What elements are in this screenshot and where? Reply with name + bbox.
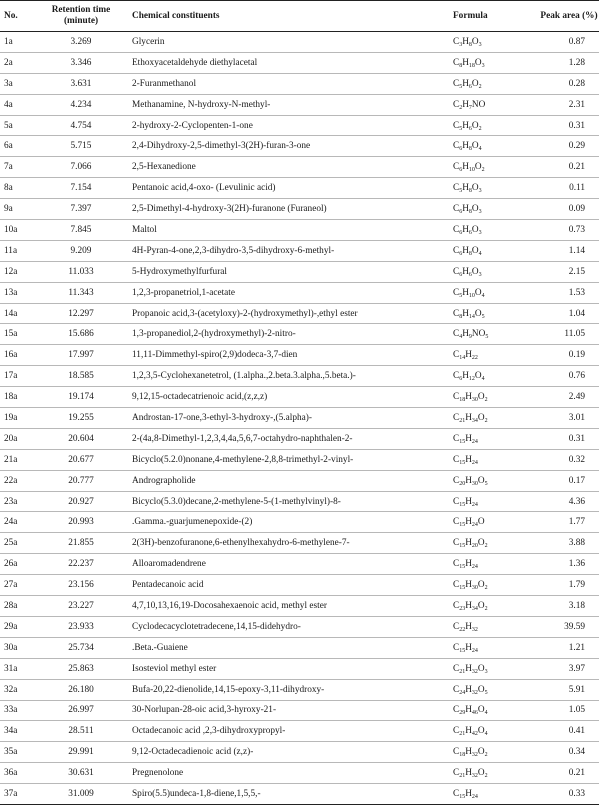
retention-time-cell: 20.604 [36, 428, 126, 449]
row-number: 10a [0, 220, 36, 241]
constituent-name-cell: Pregnenolone [126, 763, 449, 784]
retention-time-cell: 30.631 [36, 763, 126, 784]
table-row [0, 366, 599, 387]
header-no: No. [0, 1, 36, 32]
row-number: 1a [0, 32, 36, 53]
retention-time-cell: 18.585 [36, 366, 126, 387]
row-number: 21a [0, 449, 36, 470]
formula-cell: $C_{14}H_{22}$ [449, 345, 539, 366]
peak-area-cell: 1.28 [539, 52, 599, 73]
constituent-name-cell: 2-hydroxy-2-Cyclopenten-1-one [126, 115, 449, 136]
row-number: 13a [0, 282, 36, 303]
table-row [0, 115, 599, 136]
constituent-name-cell: 2,5-Hexanedione [126, 157, 449, 178]
formula-cell: $C_5H_6O_2$ [449, 115, 539, 136]
peak-area-cell: 0.21 [539, 763, 599, 784]
row-number: 7a [0, 157, 36, 178]
formula-cell: $C_{18}H_{32}O_2$ [449, 742, 539, 763]
formula-cell: $C_{15}H_{24}$ [449, 554, 539, 575]
formula-cell: $C_{15}H_{30}O_2$ [449, 575, 539, 596]
formula-cell: $C_8H_{18}O_3$ [449, 52, 539, 73]
peak-area-cell: 1.77 [539, 512, 599, 533]
table-row [0, 94, 599, 115]
table-row [0, 199, 599, 220]
constituent-name-cell: Pentanoic acid,4-oxo- (Levulinic acid) [126, 178, 449, 199]
retention-time-cell: 20.927 [36, 491, 126, 512]
constituent-name-cell: 2-(4a,8-Dimethyl-1,2,3,4,4a,5,6,7-octahydro-naphthalen-2- [126, 428, 449, 449]
table-row [0, 261, 599, 282]
formula-cell: $C_{15}H_{24}$ [449, 784, 539, 805]
constituent-name-cell: 9,12,15-octadecatrienoic acid,(z,z,z) [126, 387, 449, 408]
table-row [0, 408, 599, 429]
retention-time-cell: 3.269 [36, 32, 126, 53]
constituent-name-cell: 2(3H)-benzofuranone,6-ethenylhexahydro-6-methylene-7- [126, 533, 449, 554]
table-row [0, 596, 599, 617]
peak-area-cell: 4.36 [539, 491, 599, 512]
peak-area-cell: 0.32 [539, 449, 599, 470]
peak-area-cell: 0.33 [539, 784, 599, 805]
table-row [0, 491, 599, 512]
formula-cell: $C_{21}H_{32}O_2$ [449, 763, 539, 784]
table-row [0, 575, 599, 596]
formula-cell: $C_5H_6O_2$ [449, 73, 539, 94]
peak-area-cell: 0.17 [539, 470, 599, 491]
retention-time-cell: 11.343 [36, 282, 126, 303]
formula-cell: $C_{15}H_{24}$ [449, 428, 539, 449]
table-row [0, 784, 599, 805]
row-number: 4a [0, 94, 36, 115]
retention-time-cell: 20.677 [36, 449, 126, 470]
row-number: 12a [0, 261, 36, 282]
retention-time-cell: 15.686 [36, 324, 126, 345]
constituent-name-cell: 9,12-Octadecadienoic acid (z,z)- [126, 742, 449, 763]
table-row [0, 52, 599, 73]
table-row [0, 282, 599, 303]
peak-area-cell: 0.11 [539, 178, 599, 199]
formula-cell: $C_{15}H_{24}O$ [449, 512, 539, 533]
constituent-name-cell: Bufa-20,22-dienolide,14,15-epoxy-3,11-dihydroxy- [126, 679, 449, 700]
retention-time-cell: 4.234 [36, 94, 126, 115]
formula-cell: $C_{21}H_{42}O_4$ [449, 721, 539, 742]
table-row [0, 554, 599, 575]
formula-cell: $C_{15}H_{24}$ [449, 449, 539, 470]
table-row [0, 178, 599, 199]
header-formula: Formula [449, 1, 539, 32]
formula-cell: $C_4H_9NO_5$ [449, 324, 539, 345]
header-constituents: Chemical constituents [126, 1, 449, 32]
row-number: 25a [0, 533, 36, 554]
formula-cell: $C_{23}H_{34}O_2$ [449, 596, 539, 617]
retention-time-cell: 4.754 [36, 115, 126, 136]
constituent-name-cell: 1,2,3-propanetriol,1-acetate [126, 282, 449, 303]
header-retention-time: Retention time (minute) [36, 1, 126, 32]
peak-area-cell: 0.28 [539, 73, 599, 94]
constituent-name-cell: Andrographolide [126, 470, 449, 491]
constituent-name-cell: 5-Hydroxymethylfurfural [126, 261, 449, 282]
peak-area-cell: 0.31 [539, 115, 599, 136]
peak-area-cell: 5.91 [539, 679, 599, 700]
retention-time-cell: 21.855 [36, 533, 126, 554]
constituent-name-cell: Spiro(5.5)undeca-1,8-diene,1,5,5,- [126, 784, 449, 805]
table-row [0, 345, 599, 366]
peak-area-cell: 0.34 [539, 742, 599, 763]
peak-area-cell: 2.15 [539, 261, 599, 282]
row-number: 27a [0, 575, 36, 596]
table-row [0, 32, 599, 53]
retention-time-cell: 31.009 [36, 784, 126, 805]
row-number: 16a [0, 345, 36, 366]
peak-area-cell: 3.88 [539, 533, 599, 554]
row-number: 14a [0, 303, 36, 324]
table-row [0, 324, 599, 345]
constituent-name-cell: Propanoic acid,3-(acetyloxy)-2-(hydroxymethyl)-,ethyl ester [126, 303, 449, 324]
formula-cell: $C_8H_{14}O_5$ [449, 303, 539, 324]
table-row [0, 533, 599, 554]
constituent-name-cell: Androstan-17-one,3-ethyl-3-hydroxy-,(5.alpha)- [126, 408, 449, 429]
retention-time-cell: 23.156 [36, 575, 126, 596]
row-number: 30a [0, 637, 36, 658]
row-number: 37a [0, 784, 36, 805]
row-number: 32a [0, 679, 36, 700]
peak-area-cell: 1.79 [539, 575, 599, 596]
retention-time-cell: 20.777 [36, 470, 126, 491]
formula-cell: $C_{29}H_{46}O_4$ [449, 700, 539, 721]
constituent-name-cell: 4H-Pyran-4-one,2,3-dihydro-3,5-dihydroxy-6-methyl- [126, 240, 449, 261]
table-row [0, 73, 599, 94]
retention-time-cell: 17.997 [36, 345, 126, 366]
constituent-name-cell: .Gamma.-guarjumenepoxide-(2) [126, 512, 449, 533]
retention-time-cell: 23.227 [36, 596, 126, 617]
constituent-name-cell: Bicyclo(5.3.0)decane,2-methylene-5-(1-methylvinyl)-8- [126, 491, 449, 512]
retention-time-cell: 7.154 [36, 178, 126, 199]
formula-cell: $C_3H_8O_3$ [449, 32, 539, 53]
constituent-name-cell: 30-Norlupan-28-oic acid,3-hyroxy-21- [126, 700, 449, 721]
formula-cell: $C_2H_7NO$ [449, 94, 539, 115]
row-number: 20a [0, 428, 36, 449]
peak-area-cell: 1.53 [539, 282, 599, 303]
constituent-name-cell: Glycerin [126, 32, 449, 53]
formula-cell: $C_6H_8O_4$ [449, 240, 539, 261]
peak-area-cell: 0.73 [539, 220, 599, 241]
formula-cell: $C_5H_{10}O_4$ [449, 282, 539, 303]
constituent-name-cell: 1,3-propanediol,2-(hydroxymethyl)-2-nitro- [126, 324, 449, 345]
retention-time-cell: 7.845 [36, 220, 126, 241]
retention-time-cell: 26.997 [36, 700, 126, 721]
row-number: 6a [0, 136, 36, 157]
table-row [0, 512, 599, 533]
retention-time-cell: 26.180 [36, 679, 126, 700]
row-number: 26a [0, 554, 36, 575]
retention-time-cell: 11.033 [36, 261, 126, 282]
retention-time-cell: 12.297 [36, 303, 126, 324]
formula-cell: $C_6H_6O_3$ [449, 261, 539, 282]
peak-area-cell: 1.36 [539, 554, 599, 575]
constituent-name-cell: Cyclodecacyclotetradecene,14,15-didehydro- [126, 616, 449, 637]
row-number: 2a [0, 52, 36, 73]
formula-cell: $C_{21}H_{32}O_3$ [449, 658, 539, 679]
formula-cell: $C_{22}H_{32}$ [449, 616, 539, 637]
retention-time-cell: 25.734 [36, 637, 126, 658]
peak-area-cell: 0.19 [539, 345, 599, 366]
row-number: 5a [0, 115, 36, 136]
peak-area-cell: 3.01 [539, 408, 599, 429]
constituent-name-cell: 4,7,10,13,16,19-Docosahexaenoic acid, methyl ester [126, 596, 449, 617]
constituent-name-cell: Octadecanoic acid ,2,3-dihydroxypropyl- [126, 721, 449, 742]
table-row [0, 303, 599, 324]
peak-area-cell: 3.97 [539, 658, 599, 679]
formula-cell: $C_{21}H_{34}O_2$ [449, 408, 539, 429]
row-number: 29a [0, 616, 36, 637]
formula-cell: $C_{15}H_{24}$ [449, 491, 539, 512]
constituent-name-cell: Pentadecanoic acid [126, 575, 449, 596]
row-number: 3a [0, 73, 36, 94]
row-number: 28a [0, 596, 36, 617]
peak-area-cell: 0.87 [539, 32, 599, 53]
row-number: 34a [0, 721, 36, 742]
peak-area-cell: 2.31 [539, 94, 599, 115]
row-number: 9a [0, 199, 36, 220]
peak-area-cell: 1.05 [539, 700, 599, 721]
row-number: 19a [0, 408, 36, 429]
peak-area-cell: 0.21 [539, 157, 599, 178]
row-number: 18a [0, 387, 36, 408]
retention-time-cell: 28.511 [36, 721, 126, 742]
formula-cell: $C_{20}H_{30}O_5$ [449, 470, 539, 491]
table-row [0, 240, 599, 261]
retention-time-cell: 23.933 [36, 616, 126, 637]
constituent-name-cell: Bicyclo(5.2.0)nonane,4-methylene-2,8,8-trimethyl-2-vinyl- [126, 449, 449, 470]
constituent-name-cell: 2,4-Dihydroxy-2,5-dimethyl-3(2H)-furan-3-one [126, 136, 449, 157]
row-number: 33a [0, 700, 36, 721]
table-row [0, 637, 599, 658]
retention-time-cell: 3.631 [36, 73, 126, 94]
row-number: 8a [0, 178, 36, 199]
peak-area-cell: 0.41 [539, 721, 599, 742]
peak-area-cell: 1.14 [539, 240, 599, 261]
peak-area-cell: 11.05 [539, 324, 599, 345]
table-row [0, 428, 599, 449]
peak-area-cell: 0.31 [539, 428, 599, 449]
constituent-name-cell: 2-Furanmethanol [126, 73, 449, 94]
table-row [0, 449, 599, 470]
row-number: 22a [0, 470, 36, 491]
table-row [0, 742, 599, 763]
constituent-name-cell: .Beta.-Guaiene [126, 637, 449, 658]
retention-time-cell: 7.066 [36, 157, 126, 178]
retention-time-cell: 25.863 [36, 658, 126, 679]
table-row [0, 763, 599, 784]
constituent-name-cell: 1,2,3,5-Cyclohexanetetrol, (1.alpha.,2.beta.3.alpha.,5.beta.)- [126, 366, 449, 387]
table-row [0, 679, 599, 700]
table-row [0, 658, 599, 679]
retention-time-cell: 29.991 [36, 742, 126, 763]
peak-area-cell: 1.04 [539, 303, 599, 324]
retention-time-cell: 5.715 [36, 136, 126, 157]
formula-cell: $C_6H_{12}O_4$ [449, 366, 539, 387]
table-row [0, 157, 599, 178]
constituent-name-cell: Alloaromadendrene [126, 554, 449, 575]
formula-cell: $C_{24}H_{32}O_5$ [449, 679, 539, 700]
retention-time-cell: 20.993 [36, 512, 126, 533]
constituent-name-cell: Ethoxyacetaldehyde diethylacetal [126, 52, 449, 73]
constituent-name-cell: Maltol [126, 220, 449, 241]
constituent-name-cell: 11,11-Dimmethyl-spiro(2,9)dodeca-3,7-dien [126, 345, 449, 366]
peak-area-cell: 39.59 [539, 616, 599, 637]
peak-area-cell: 1.21 [539, 637, 599, 658]
row-number: 15a [0, 324, 36, 345]
table-row [0, 220, 599, 241]
header-peak-area: Peak area (%) [539, 1, 599, 32]
retention-time-cell: 3.346 [36, 52, 126, 73]
retention-time-cell: 22.237 [36, 554, 126, 575]
table-row [0, 387, 599, 408]
constituent-name-cell: Methanamine, N-hydroxy-N-methyl- [126, 94, 449, 115]
table-row [0, 470, 599, 491]
table-row [0, 700, 599, 721]
constituent-name-cell: 2,5-Dimethyl-4-hydroxy-3(2H)-furanone (Furaneol) [126, 199, 449, 220]
peak-area-cell: 0.29 [539, 136, 599, 157]
retention-time-cell: 9.209 [36, 240, 126, 261]
formula-cell: $C_6H_8O_4$ [449, 136, 539, 157]
formula-cell: $C_6H_8O_3$ [449, 199, 539, 220]
row-number: 24a [0, 512, 36, 533]
peak-area-cell: 0.09 [539, 199, 599, 220]
peak-area-cell: 0.76 [539, 366, 599, 387]
constituent-name-cell: Isosteviol methyl ester [126, 658, 449, 679]
table-row [0, 616, 599, 637]
row-number: 31a [0, 658, 36, 679]
formula-cell: $C_6H_{10}O_2$ [449, 157, 539, 178]
row-number: 35a [0, 742, 36, 763]
table-body [0, 32, 599, 805]
retention-time-cell: 7.397 [36, 199, 126, 220]
row-number: 36a [0, 763, 36, 784]
header-row [0, 1, 599, 32]
formula-cell: $C_{15}H_{24}$ [449, 637, 539, 658]
formula-cell: $C_5H_8O_3$ [449, 178, 539, 199]
retention-time-cell: 19.255 [36, 408, 126, 429]
retention-time-cell: 19.174 [36, 387, 126, 408]
row-number: 11a [0, 240, 36, 261]
formula-cell: $C_{18}H_{30}O_2$ [449, 387, 539, 408]
table-row [0, 721, 599, 742]
peak-area-cell: 2.49 [539, 387, 599, 408]
row-number: 17a [0, 366, 36, 387]
formula-cell: $C_{15}H_{20}O_2$ [449, 533, 539, 554]
row-number: 23a [0, 491, 36, 512]
peak-area-cell: 3.18 [539, 596, 599, 617]
formula-cell: $C_6H_6O_3$ [449, 220, 539, 241]
table-row [0, 136, 599, 157]
